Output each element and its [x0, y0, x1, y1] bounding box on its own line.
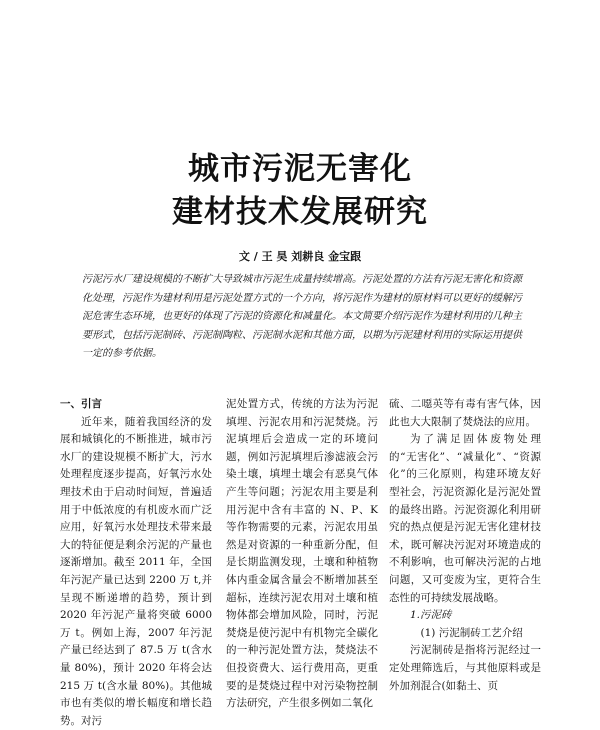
body-paragraph: 硫、二噁英等有毒有害气体，因此也大大限制了焚烧法的应用。	[389, 398, 541, 428]
article-title-line-1: 城市污泥无害化	[188, 151, 412, 187]
body-paragraph: 污泥制砖是指将污泥经过一定处理筛选后，与其他原料或是外加剂混合(如黏土、页	[389, 644, 541, 692]
body-paragraph: 近年来，随着我国经济的发展和城镇化的不断推进，城市污水厂的建设规模不断扩大，污水处理程度逐步提高，好氧污水处理技术由于启动时间短，普遍适用于中低浓度的有机废水而广泛应用，好氧污水处理技术带来最大的特征便是剩余污泥的产量也逐渐增加。截至 2011 年，全国年污泥产量已达到 2200 万 t,并呈现不断递增的趋势，预计到 2020 年污泥产量将突破 6000 万 t。例如上海，2007 年污泥产量已经达到了 87.5 万 t(含水量 80%)，预计 2020 年将会达 215 万 t(含水量 80%)。其他城市也有类似的增长幅度和增长趋势。对污	[60, 415, 212, 727]
column-3	[389, 396, 541, 695]
body-paragraph: 为了满足固体废物处理的“无害化”、“减量化”、“资源化”的三化原则，构建环境友好型社会，污泥资源化是污泥处置的最终出路。污泥资源化利用研究的热点便是污泥无害化建材技术，既可解决污泥对环境造成的不利影响，也可解决污泥的占地问题，又可变废为宝，更符合生态性的可持续发展战略。	[389, 433, 541, 604]
column-1	[60, 396, 212, 730]
subsubsection-heading-brick-process: (1) 污泥制砖工艺介绍	[420, 626, 523, 639]
section-heading-introduction: 一、引言	[60, 398, 102, 410]
authors-line: 文 / 王 昊 刘耕良 金宝跟	[238, 250, 362, 263]
abstract: 污泥污水厂建设规模的不断扩大导致城市污泥生成量持续增高。污泥处置的方法有污泥无害化和资源化处理，污泥作为建材利用是污泥处置方式的一个方向，将污泥作为建材的原材料可以更好的缓解污泥危害生态环境，也更好的体现了污泥的资源化和减量化。本文简要介绍污泥作为建材利用的几种主要形式，包括污泥制砖、污泥制陶粒、污泥制水泥和其他方面，以期为污泥建材利用的实际运用提供一定的参考依据。	[82, 274, 522, 359]
article-title-line-2: 建材技术发展研究	[172, 194, 428, 230]
column-2	[226, 396, 378, 713]
body-paragraph: 泥处置方式，传统的方法为污泥填埋、污泥农用和污泥焚烧。污泥填埋后会造成一定的环境问题，例如污泥填埋后渗滤液会污染土壤，填埋土壤会有恶臭气体产生等问题；污泥农用主要是利用污泥中含有丰富的 N、P、K 等作物需要的元素，污泥农用虽然是对资源的一种重新分配，但是长期监测发现，土壤和种植物体内重金属含量会不断增加甚至超标，连续污泥农用对土壤和植物体都会增加风险，同时，污泥焚烧是使污泥中有机物完全碳化的一种污泥处置方法，焚烧法不但投资费大、运行费用高，更重要的是焚烧过程中对污染物控制方法研究，产生很多例如二氧化	[226, 398, 378, 710]
subsection-heading-sludge-brick: 1.污泥砖	[410, 609, 452, 622]
